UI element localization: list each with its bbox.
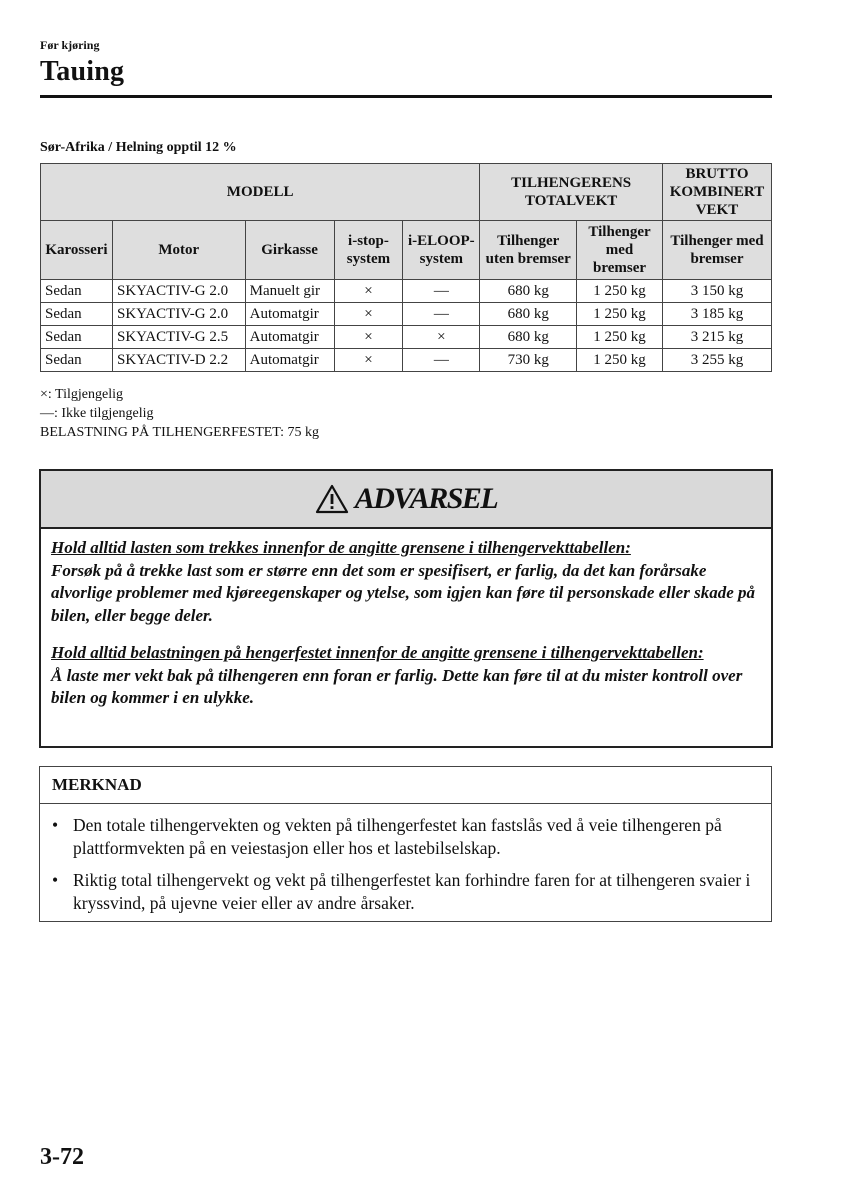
cell-gross: 3 255 kg [662, 349, 771, 372]
col-gross-braked: Tilhenger med bremser [662, 221, 771, 280]
cell-istop: × [334, 280, 403, 303]
cell-unbraked: 730 kg [480, 349, 577, 372]
cell-unbraked: 680 kg [480, 326, 577, 349]
note-list [40, 804, 771, 914]
table-row [41, 349, 772, 372]
warning-title: ADVARSEL [354, 482, 498, 515]
warning-paragraph [51, 642, 761, 710]
cell-ieloop: × [403, 326, 480, 349]
warning-heading: Hold alltid lasten som trekkes innenfor de angitte grensene i tilhengervekttabellen: [51, 538, 631, 557]
warning-header [41, 471, 771, 529]
col-body: Karosseri [41, 221, 113, 280]
col-trailer-unbraked: Tilhenger uten bremser [480, 221, 577, 280]
header-model: MODELL [41, 164, 480, 221]
legend-not-available: —: Ikke tilgjengelig [40, 406, 154, 421]
cell-body: Sedan [41, 303, 113, 326]
cell-gross: 3 150 kg [662, 280, 771, 303]
warning-heading: Hold alltid belastningen på hengerfestet innenfor de angitte grensene i tilhengervekttabellen: [51, 643, 704, 662]
header-trailer-total-weight: TILHENGERENS TOTALVEKT [480, 164, 663, 221]
col-engine: Motor [112, 221, 245, 280]
cell-ieloop: — [403, 303, 480, 326]
note-box [39, 766, 772, 922]
list-item [52, 814, 759, 859]
note-text: Den totale tilhengervekten og vekten på tilhengerfestet kan fastslås ved å veie tilhengeren på plattformvekten på en veiestasjon eller hos et lastebilselskap. [73, 815, 722, 858]
towing-weight-table [40, 163, 772, 372]
cell-gearbox: Automatgir [245, 326, 334, 349]
tongue-load-note: BELASTNING PÅ TILHENGERFESTET: 75 kg [40, 425, 320, 440]
cell-gearbox: Manuelt gir [245, 280, 334, 303]
table-row [41, 326, 772, 349]
bullet-icon: • [52, 870, 59, 890]
cell-braked: 1 250 kg [577, 280, 663, 303]
cell-istop: × [334, 303, 403, 326]
section-label: Før kjøring [40, 38, 100, 52]
legend-available: ×: Tilgjengelig [40, 387, 123, 402]
cell-istop: × [334, 326, 403, 349]
page-number: 3-72 [40, 1144, 84, 1170]
table-row [41, 303, 772, 326]
col-gearbox: Girkasse [245, 221, 334, 280]
warning-box [39, 469, 773, 748]
table-notes [40, 385, 319, 442]
cell-istop: × [334, 349, 403, 372]
cell-engine: SKYACTIV-G 2.0 [112, 303, 245, 326]
cell-engine: SKYACTIV-D 2.2 [112, 349, 245, 372]
header-gross-combined-weight: BRUTTO KOMBINERT VEKT [662, 164, 771, 221]
cell-ieloop: — [403, 349, 480, 372]
col-istop: i-stop-system [334, 221, 403, 280]
cell-body: Sedan [41, 326, 113, 349]
note-title: MERKNAD [40, 767, 771, 804]
cell-body: Sedan [41, 349, 113, 372]
cell-ieloop: — [403, 280, 480, 303]
warning-triangle-icon [315, 484, 349, 514]
cell-braked: 1 250 kg [577, 303, 663, 326]
cell-gearbox: Automatgir [245, 349, 334, 372]
cell-unbraked: 680 kg [480, 303, 577, 326]
col-ieloop: i-ELOOP-system [403, 221, 480, 280]
bullet-icon: • [52, 815, 59, 835]
table-row [41, 280, 772, 303]
cell-engine: SKYACTIV-G 2.0 [112, 280, 245, 303]
title-divider [40, 95, 772, 98]
warning-paragraph [51, 537, 761, 627]
cell-braked: 1 250 kg [577, 349, 663, 372]
cell-gross: 3 185 kg [662, 303, 771, 326]
cell-gearbox: Automatgir [245, 303, 334, 326]
note-text: Riktig total tilhengervekt og vekt på tilhengerfestet kan forhindre faren for at tilhengeren svaier i kryssvind, på ujevne veier eller av andre årsaker. [73, 870, 751, 913]
warning-text: Forsøk på å trekke last som er større enn det som er spesifisert, er farlig, da det kan forårsake alvorlige problemer med kjøreegenskaper og ytelse, som igjen kan føre til personskade eller skade på bilen, eller begge deler. [51, 560, 756, 625]
cell-unbraked: 680 kg [480, 280, 577, 303]
warning-body [41, 529, 771, 710]
list-item [52, 869, 759, 914]
table-caption: Sør-Afrika / Helning opptil 12 % [40, 140, 237, 155]
cell-gross: 3 215 kg [662, 326, 771, 349]
cell-body: Sedan [41, 280, 113, 303]
col-trailer-braked: Tilhenger med bremser [577, 221, 663, 280]
cell-engine: SKYACTIV-G 2.5 [112, 326, 245, 349]
page-title: Tauing [40, 56, 125, 87]
cell-braked: 1 250 kg [577, 326, 663, 349]
warning-text: Å laste mer vekt bak på tilhengeren enn foran er farlig. Dette kan føre til at du mister kontroll over bilen og kommer i en ulykke. [51, 665, 743, 707]
